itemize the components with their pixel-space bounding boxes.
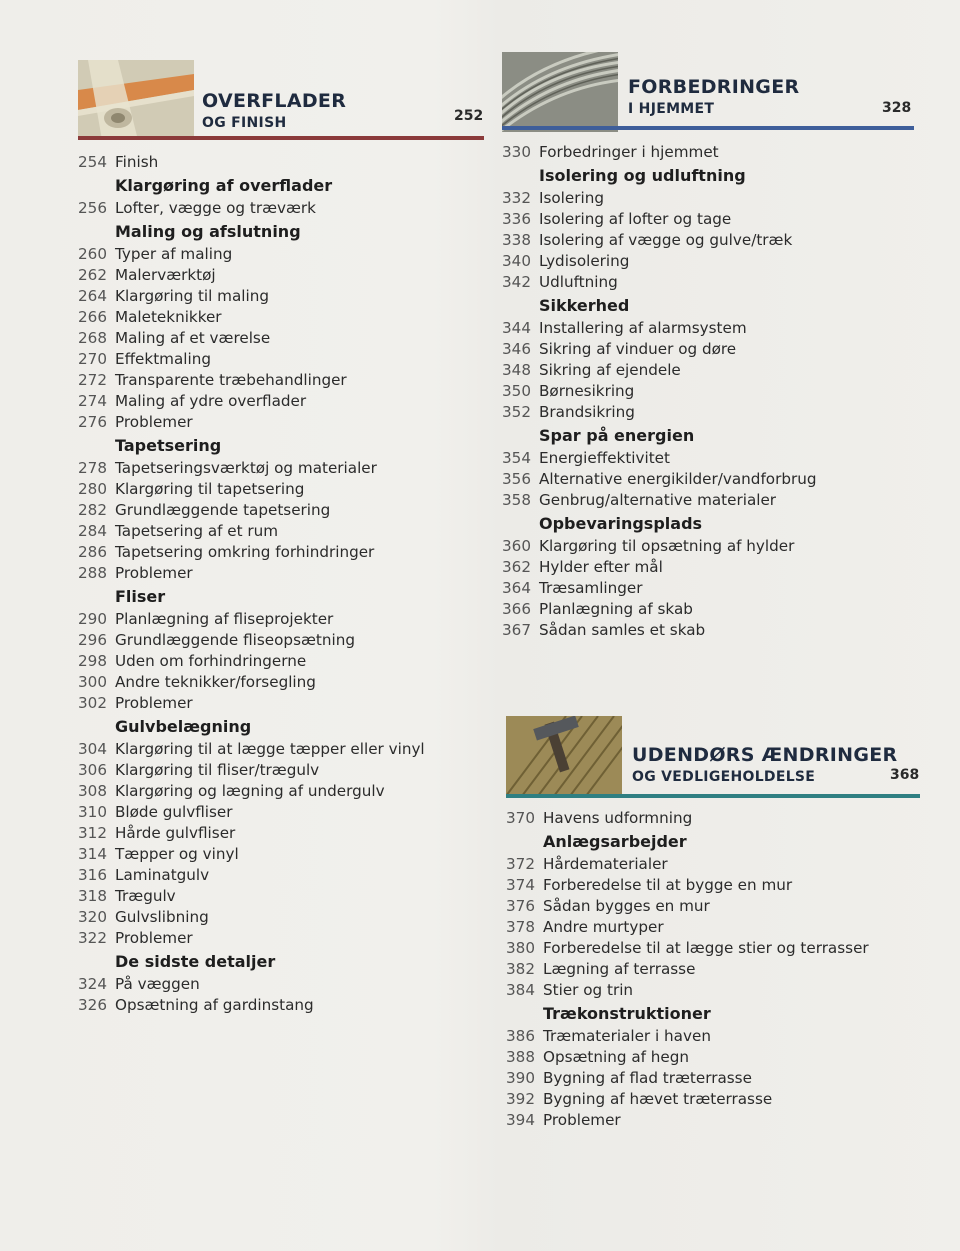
toc-entry-page-number: 382: [506, 960, 535, 978]
toc-entries: [506, 808, 869, 1131]
toc-entry-page-number: 304: [78, 740, 107, 758]
toc-entry-title: Problemer: [115, 929, 193, 947]
toc-entry-page-number: 268: [78, 329, 107, 347]
toc-entry-page-number: 316: [78, 866, 107, 884]
toc-entry-page-number: 288: [78, 564, 107, 582]
toc-entry-page-number: 370: [506, 809, 535, 827]
toc-entry-page-number: 310: [78, 803, 107, 821]
toc-entry[interactable]: [78, 563, 425, 584]
toc-entry-title: Uden om forhindringerne: [115, 652, 307, 670]
toc-entry-page-number: 388: [506, 1048, 535, 1066]
section-page-number: 252: [454, 108, 484, 124]
toc-entry[interactable]: [78, 152, 425, 173]
toc-entry-page-number: 390: [506, 1069, 535, 1087]
toc-entry-page-number: 326: [78, 996, 107, 1014]
toc-entry-title: Isolering: [539, 189, 604, 207]
toc-entries: [78, 152, 425, 1016]
toc-entries: [502, 142, 816, 641]
toc-entry[interactable]: [78, 907, 425, 928]
toc-entry[interactable]: [502, 620, 816, 641]
toc-entry[interactable]: [78, 802, 425, 823]
toc-entry-page-number: 356: [502, 470, 531, 488]
toc-entry-page-number: 380: [506, 939, 535, 957]
toc-entry-title: Forbedringer i hjemmet: [539, 143, 719, 161]
toc-entry[interactable]: [78, 928, 425, 949]
toc-entry[interactable]: [506, 959, 869, 980]
toc-entry[interactable]: [78, 693, 425, 714]
section-divider: [502, 126, 914, 130]
toc-entry-title: Hylder efter mål: [539, 558, 663, 576]
toc-entry[interactable]: [506, 917, 869, 938]
section-forbedringer: [502, 52, 922, 652]
toc-entry-title: Klargøring til at lægge tæpper eller vinyl: [115, 740, 425, 758]
toc-subheading: Isolering og udluftning: [539, 166, 746, 185]
toc-entry[interactable]: [502, 188, 816, 209]
toc-entry[interactable]: [78, 760, 425, 781]
toc-entry-page-number: 330: [502, 143, 531, 161]
toc-entry-title: Maling af ydre overflader: [115, 392, 307, 410]
toc-entry[interactable]: [502, 599, 816, 620]
toc-entry[interactable]: [78, 391, 425, 412]
toc-subheading: Spar på energien: [539, 426, 695, 445]
toc-entry[interactable]: [506, 1089, 869, 1110]
toc-entry[interactable]: [506, 1068, 869, 1089]
toc-entry-title: Trægulv: [115, 887, 176, 905]
toc-entry-page-number: 270: [78, 350, 107, 368]
toc-entry-page-number: 378: [506, 918, 535, 936]
toc-entry[interactable]: [78, 328, 425, 349]
toc-entry-title: Hårde gulvfliser: [115, 824, 236, 842]
toc-entry-title: Grundlæggende fliseopsætning: [115, 631, 355, 649]
toc-entry[interactable]: [78, 198, 425, 219]
section-title-sub: I HJEMMET: [628, 101, 715, 117]
toc-entry-title: Finish: [115, 153, 159, 171]
toc-entry-page-number: 324: [78, 975, 107, 993]
toc-entry-title: Transparente træbehandlinger: [115, 371, 347, 389]
toc-entry-page-number: 360: [502, 537, 531, 555]
toc-entry-title: Energieffektivitet: [539, 449, 670, 467]
toc-entry-title: Tæpper og vinyl: [115, 845, 239, 863]
toc-entry[interactable]: [78, 672, 425, 693]
toc-entry[interactable]: [78, 886, 425, 907]
toc-entry[interactable]: [78, 479, 425, 500]
toc-entry-title: Tapetseringsværktøj og materialer: [115, 459, 377, 477]
toc-entry-title: Klargøring til maling: [115, 287, 269, 305]
toc-entry[interactable]: [506, 980, 869, 1001]
toc-entry[interactable]: [78, 265, 425, 286]
section-title-main: UDENDØRS ÆNDRINGER: [632, 744, 898, 766]
toc-subheading: Trækonstruktioner: [543, 1004, 711, 1023]
toc-entry-page-number: 286: [78, 543, 107, 561]
toc-entry-title: Lofter, vægge og træværk: [115, 199, 316, 217]
toc-entry-page-number: 260: [78, 245, 107, 263]
toc-entry[interactable]: [502, 381, 816, 402]
toc-entry-page-number: 386: [506, 1027, 535, 1045]
toc-subheading: Anlægsarbejder: [543, 832, 687, 851]
toc-entry[interactable]: [502, 448, 816, 469]
toc-entry-title: Gulvslibning: [115, 908, 209, 926]
toc-entry[interactable]: [78, 844, 425, 865]
toc-entry-page-number: 308: [78, 782, 107, 800]
toc-entry-page-number: 274: [78, 392, 107, 410]
toc-entry-title: Planlægning af skab: [539, 600, 693, 618]
toc-entry-title: Stier og trin: [543, 981, 634, 999]
toc-entry[interactable]: [502, 230, 816, 251]
toc-entry[interactable]: [506, 1110, 869, 1131]
toc-entry[interactable]: [506, 1026, 869, 1047]
section-title-sub: OG VEDLIGEHOLDELSE: [632, 769, 816, 785]
toc-entry[interactable]: [502, 402, 816, 423]
toc-subheading: Sikkerhed: [539, 296, 630, 315]
toc-entry-title: Maleteknikker: [115, 308, 222, 326]
toc-entry[interactable]: [502, 578, 816, 599]
toc-entry-title: Tapetsering omkring forhindringer: [115, 543, 375, 561]
toc-entry-title: Bløde gulvfliser: [115, 803, 233, 821]
toc-entry-title: Brandsikring: [539, 403, 635, 421]
toc-entry-title: Klargøring til fliser/trægulv: [115, 761, 320, 779]
toc-entry-page-number: 367: [502, 621, 531, 639]
toc-entry[interactable]: [78, 865, 425, 886]
toc-entry-page-number: 354: [502, 449, 531, 467]
toc-subheading: Klargøring af overflader: [115, 176, 333, 195]
toc-entry[interactable]: [506, 808, 869, 829]
section-title: [632, 744, 897, 788]
toc-entry-page-number: 314: [78, 845, 107, 863]
toc-subheading: Gulvbelægning: [115, 717, 252, 736]
toc-entry-title: Sikring af ejendele: [539, 361, 681, 379]
toc-entry-title: Maling af et værelse: [115, 329, 271, 347]
toc-subheading: Fliser: [115, 587, 166, 606]
toc-entry[interactable]: [502, 360, 816, 381]
toc-entry-page-number: 322: [78, 929, 107, 947]
toc-entry-page-number: 392: [506, 1090, 535, 1108]
toc-entry[interactable]: [78, 307, 425, 328]
toc-entry-page-number: 312: [78, 824, 107, 842]
toc-entry-page-number: 318: [78, 887, 107, 905]
toc-entry[interactable]: [506, 938, 869, 959]
toc-entry-page-number: 374: [506, 876, 535, 894]
toc-entry-page-number: 394: [506, 1111, 535, 1129]
toc-entry-page-number: 340: [502, 252, 531, 270]
toc-entry-title: Problemer: [115, 564, 193, 582]
toc-entry-title: Problemer: [543, 1111, 621, 1129]
toc-entry-title: Lægning af terrasse: [543, 960, 696, 978]
toc-entry-title: Isolering af lofter og tage: [539, 210, 732, 228]
toc-entry-title: Installering af alarmsystem: [539, 319, 747, 337]
toc-entry-page-number: 346: [502, 340, 531, 358]
toc-entry[interactable]: [506, 896, 869, 917]
toc-entry-title: Bygning af flad træterrasse: [543, 1069, 752, 1087]
toc-entry-page-number: 320: [78, 908, 107, 926]
toc-entry-page-number: 280: [78, 480, 107, 498]
toc-entry-title: Bygning af hævet træterrasse: [543, 1090, 773, 1108]
toc-entry-page-number: 282: [78, 501, 107, 519]
toc-entry-page-number: 302: [78, 694, 107, 712]
toc-entry-title: Effektmaling: [115, 350, 211, 368]
section-overflader: [78, 60, 488, 1020]
toc-subheading: Maling og afslutning: [115, 222, 301, 241]
toc-entry-page-number: 254: [78, 153, 107, 171]
toc-entry-page-number: 362: [502, 558, 531, 576]
toc-entry-title: Sikring af vinduer og døre: [539, 340, 737, 358]
toc-entry-title: Hårdematerialer: [543, 855, 668, 873]
toc-entry[interactable]: [78, 651, 425, 672]
toc-entry[interactable]: [78, 521, 425, 542]
toc-subheading: Tapetsering: [115, 436, 222, 455]
toc-entry-page-number: 364: [502, 579, 531, 597]
toc-entry-title: Opsætning af gardinstang: [115, 996, 314, 1014]
toc-entry-page-number: 366: [502, 600, 531, 618]
toc-entry-title: Tapetsering af et rum: [115, 522, 279, 540]
toc-entry-title: Klargøring og lægning af undergulv: [115, 782, 385, 800]
section-page-number: 368: [890, 767, 920, 783]
toc-entry-page-number: 264: [78, 287, 107, 305]
toc-entry[interactable]: [78, 458, 425, 479]
toc-entry-title: Laminatgulv: [115, 866, 210, 884]
toc-entry-title: Klargøring til opsætning af hylder: [539, 537, 795, 555]
toc-entry[interactable]: [502, 318, 816, 339]
toc-entry-page-number: 350: [502, 382, 531, 400]
toc-entry-page-number: 336: [502, 210, 531, 228]
toc-entry-title: Sådan bygges en mur: [543, 897, 710, 915]
toc-entry[interactable]: [78, 349, 425, 370]
toc-entry[interactable]: [78, 609, 425, 630]
section-header: [506, 716, 926, 798]
toc-entry-title: Klargøring til tapetsering: [115, 480, 305, 498]
toc-entry-page-number: 290: [78, 610, 107, 628]
toc-entry-page-number: 300: [78, 673, 107, 691]
toc-entry-page-number: 372: [506, 855, 535, 873]
toc-entry-title: Alternative energikilder/vandforbrug: [539, 470, 817, 488]
toc-entry[interactable]: [502, 557, 816, 578]
toc-entry-page-number: 296: [78, 631, 107, 649]
section-header: [502, 52, 922, 134]
toc-entry-title: Planlægning af fliseprojekter: [115, 610, 334, 628]
toc-entry-page-number: 348: [502, 361, 531, 379]
section-title-main: OVERFLADER: [202, 90, 347, 112]
toc-entry[interactable]: [78, 286, 425, 307]
toc-entry[interactable]: [78, 500, 425, 521]
toc-entry[interactable]: [78, 739, 425, 760]
toc-subheading: De sidste detaljer: [115, 952, 276, 971]
toc-entry-page-number: 344: [502, 319, 531, 337]
toc-entry-title: Havens udformning: [543, 809, 693, 827]
toc-entry[interactable]: [502, 272, 816, 293]
toc-entry-title: Genbrug/alternative materialer: [539, 491, 777, 509]
section-header: [78, 60, 488, 142]
toc-entry-page-number: 262: [78, 266, 107, 284]
toc-entry[interactable]: [78, 542, 425, 563]
toc-entry[interactable]: [78, 630, 425, 651]
toc-entry[interactable]: [502, 142, 816, 163]
toc-entry[interactable]: [506, 875, 869, 896]
toc-entry-title: Andre murtyper: [543, 918, 664, 936]
toc-entry-page-number: 384: [506, 981, 535, 999]
section-page-number: 328: [882, 100, 912, 116]
section-divider: [78, 136, 484, 140]
toc-entry-title: Problemer: [115, 413, 193, 431]
toc-entry[interactable]: [78, 781, 425, 802]
section-title: [202, 90, 346, 134]
toc-entry-page-number: 266: [78, 308, 107, 326]
toc-entry[interactable]: [502, 490, 816, 511]
toc-entry-title: Forberedelse til at lægge stier og terrasser: [543, 939, 869, 957]
toc-entry-title: Andre teknikker/forsegling: [115, 673, 316, 691]
toc-entry-title: Grundlæggende tapetsering: [115, 501, 331, 519]
section-title-sub: OG FINISH: [202, 115, 287, 131]
toc-entry-title: På væggen: [115, 975, 200, 993]
toc-entry-page-number: 272: [78, 371, 107, 389]
toc-entry-title: Malerværktøj: [115, 266, 216, 284]
toc-entry[interactable]: [502, 251, 816, 272]
toc-entry-title: Isolering af vægge og gulve/træk: [539, 231, 793, 249]
hammer-decking-photo-icon: [506, 716, 622, 796]
section-title: [628, 76, 799, 120]
toc-entry-page-number: 284: [78, 522, 107, 540]
toc-entry-title: Udluftning: [539, 273, 618, 291]
toc-entry-title: Sådan samles et skab: [539, 621, 706, 639]
insulation-duct-photo-icon: [502, 52, 618, 132]
toc-entry[interactable]: [502, 209, 816, 230]
toc-entry-title: Forberedelse til at bygge en mur: [543, 876, 793, 894]
toc-entry[interactable]: [78, 244, 425, 265]
toc-entry-title: Typer af maling: [115, 245, 233, 263]
wallpaper-roll-photo-icon: [78, 60, 194, 140]
section-udendoers: [506, 716, 926, 1156]
toc-entry-title: Problemer: [115, 694, 193, 712]
toc-entry-page-number: 278: [78, 459, 107, 477]
toc-entry[interactable]: [502, 339, 816, 360]
toc-entry[interactable]: [78, 974, 425, 995]
section-title-main: FORBEDRINGER: [628, 76, 800, 98]
toc-entry-title: Træsamlinger: [539, 579, 643, 597]
toc-subheading: Opbevaringsplads: [539, 514, 703, 533]
toc-entry[interactable]: [502, 536, 816, 557]
toc-entry-page-number: 256: [78, 199, 107, 217]
toc-entry[interactable]: [78, 412, 425, 433]
toc-entry-page-number: 376: [506, 897, 535, 915]
toc-entry-page-number: 342: [502, 273, 531, 291]
toc-entry-page-number: 358: [502, 491, 531, 509]
toc-entry-page-number: 352: [502, 403, 531, 421]
toc-entry[interactable]: [502, 469, 816, 490]
toc-entry-title: Lydisolering: [539, 252, 630, 270]
toc-entry[interactable]: [78, 370, 425, 391]
toc-entry[interactable]: [506, 1047, 869, 1068]
section-divider: [506, 794, 920, 798]
toc-entry-page-number: 306: [78, 761, 107, 779]
toc-entry[interactable]: [78, 995, 425, 1016]
toc-entry[interactable]: [506, 854, 869, 875]
toc-entry-title: Opsætning af hegn: [543, 1048, 690, 1066]
toc-entry-page-number: 276: [78, 413, 107, 431]
toc-entry-title: Børnesikring: [539, 382, 635, 400]
toc-entry[interactable]: [78, 823, 425, 844]
toc-entry-page-number: 298: [78, 652, 107, 670]
toc-entry-page-number: 332: [502, 189, 531, 207]
toc-entry-title: Træmaterialer i haven: [543, 1027, 711, 1045]
toc-entry-page-number: 338: [502, 231, 531, 249]
